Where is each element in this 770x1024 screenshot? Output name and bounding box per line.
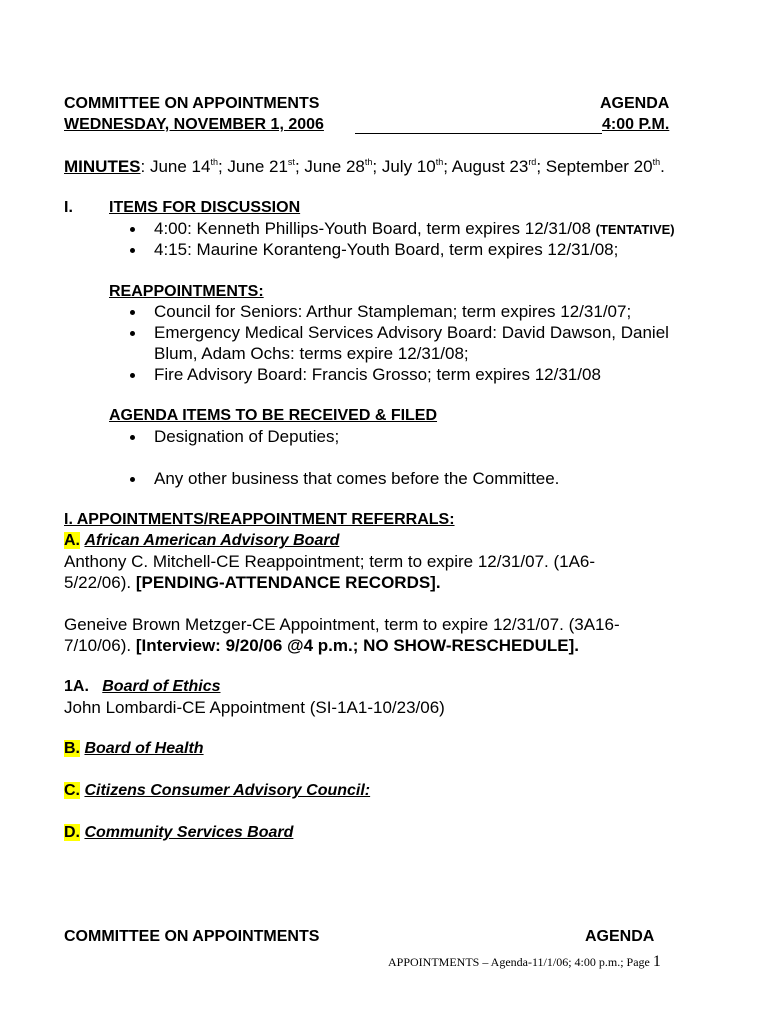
referrals-heading: I. APPOINTMENTS/REAPPOINTMENT REFERRALS: (64, 511, 455, 528)
tentative-tag: (TENTATIVE) (595, 222, 675, 237)
board-a-name: African American Advisory Board (84, 532, 340, 549)
bullet-icon (130, 227, 135, 232)
board-d-heading (64, 824, 293, 842)
footer-agenda: AGENDA (585, 928, 655, 945)
board-c-name: Citizens Consumer Advisory Council: (84, 782, 371, 799)
page-footer-note: APPOINTMENTS – Agenda-11/1/06; 4:00 p.m.; Page 1 (388, 953, 661, 970)
minutes-line: MINUTES: June 14th; June 21st; June 28th; July 10th; August 23rd; September 20th. (64, 157, 665, 176)
board-1a-line: John Lombardi-CE Appointment (SI-1A1-10/23/06) (64, 698, 445, 717)
agenda-label: AGENDA (600, 95, 670, 112)
received-filed-heading: AGENDA ITEMS TO BE RECEIVED & FILED (109, 407, 438, 424)
board-a-line2: 5/22/06). [PENDING-ATTENDANCE RECORDS]. (64, 573, 441, 592)
bullet-icon (130, 310, 135, 315)
header-underline (355, 133, 602, 134)
footer-title: COMMITTEE ON APPOINTMENTS (64, 928, 320, 945)
board-b-name: Board of Health (84, 740, 204, 757)
board-b-heading (64, 740, 204, 758)
board-d-name: Community Services Board (84, 824, 294, 841)
board-a-heading (64, 532, 339, 550)
bullet-icon (130, 477, 135, 482)
board-1a-heading: 1A. Board of Ethics (64, 678, 221, 695)
bullet-icon (130, 331, 135, 336)
bullet-icon (130, 435, 135, 440)
meeting-date: WEDNESDAY, NOVEMBER 1, 2006 (64, 116, 324, 133)
letter-d: D. (64, 824, 80, 841)
minutes-label: MINUTES (64, 157, 141, 176)
board-a-entry2-line1: Geneive Brown Metzger-CE Appointment, term to expire 12/31/07. (3A16- (64, 615, 620, 634)
section-numeral: I. (64, 199, 73, 216)
committee-title: COMMITTEE ON APPOINTMENTS (64, 95, 320, 112)
reappointments-heading: REAPPOINTMENTS: (109, 283, 264, 300)
board-1a-name: Board of Ethics (102, 678, 221, 695)
items-for-discussion-heading: ITEMS FOR DISCUSSION (109, 199, 301, 216)
board-a-line1: Anthony C. Mitchell-CE Reappointment; term to expire 12/31/07. (1A6- (64, 552, 596, 571)
page-number: 1 (652, 953, 661, 970)
letter-a: A. (64, 532, 80, 549)
bullet-icon (130, 248, 135, 253)
bullet-icon (130, 373, 135, 378)
meeting-time: 4:00 P.M. (602, 116, 670, 133)
board-c-heading (64, 782, 370, 800)
board-a-entry2-line2: 7/10/06). [Interview: 9/20/06 @4 p.m.; NO SHOW-RESCHEDULE]. (64, 636, 580, 655)
letter-c: C. (64, 782, 80, 799)
letter-b: B. (64, 740, 80, 757)
